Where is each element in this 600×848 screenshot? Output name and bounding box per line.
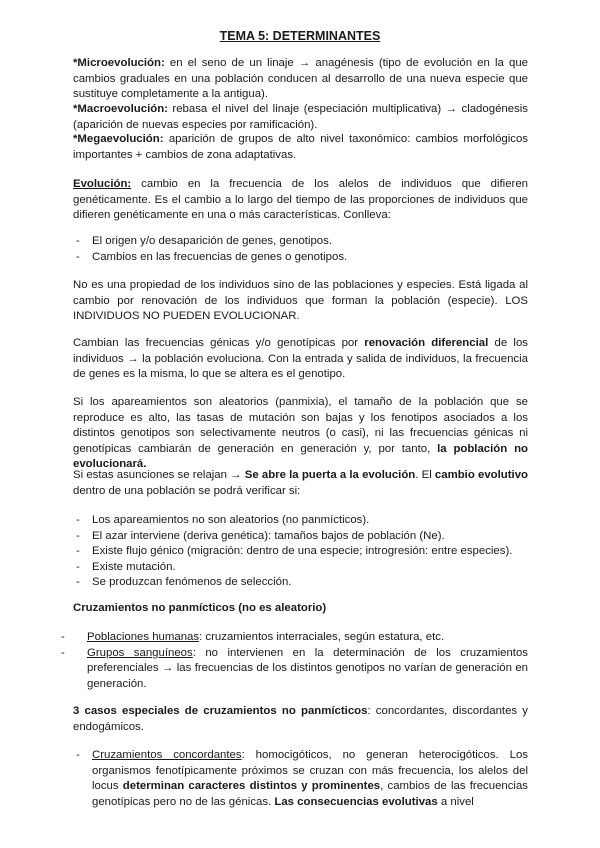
list-item: - Cambios en las frecuencias de genes o genotipos.: [73, 250, 528, 266]
list-item: [73, 748, 528, 810]
megaevolucion-term: *Megaevolución:: [73, 133, 164, 145]
poblaciones-humanas-text: : cruzamientos interraciales, según estatura, etc.: [199, 631, 445, 643]
casos-text: : concordantes, discordantes y endogámicos.: [73, 705, 528, 733]
propiedad-paragraph: No es una propiedad de los individuos sino de las poblaciones y especies. Está ligada al cambio por renovación de los individuos que forman la población (especie). LOS INDIVIDUOS NO PUEDEN EVOLUCIONAR.: [73, 279, 528, 323]
list-item: - Existe flujo génico (migración: dentro de una especie; introgresión: entre especies).: [73, 544, 528, 560]
relajan-text-a: Si estas asunciones se relajan →: [73, 469, 245, 481]
conlleva-list: [73, 234, 528, 265]
list-item: [67, 646, 528, 693]
panmixia-text: Si los apareamientos son aleatorios (panmixia), el tamaño de la población que se reproduce es alto, las tasas de mutación son bajas y los fenotipos asociados a los distintos genotipos son selectivamente neutros (o casi), ni las frecuencias génicas ni genotípicas cambiarán de generación en generación y, por tanto,: [73, 396, 528, 455]
macroevolucion-text: rebasa el nivel del linaje (especiación multiplicativa) → cladogénesis (aparición de nuevas especies por ramificación).: [73, 103, 528, 131]
concordantes-text-a: : homocigóticos, no generan heterocigóticos. Los organismos fenotípicamente próximos se cruzan con más frecuencia, los alelos del locus: [92, 749, 528, 793]
cruzamientos-list: [67, 630, 528, 692]
casos-bold: 3 casos especiales de cruzamientos no panmícticos: [73, 705, 368, 717]
renovacion-diferencial-bold: renovación diferencial: [364, 337, 489, 349]
megaevolucion-paragraph: [73, 132, 528, 163]
relajan-text-c: . El: [415, 469, 435, 481]
relajan-list: [73, 513, 528, 591]
macroevolucion-paragraph: [73, 102, 528, 133]
evolucion-paragraph: [73, 177, 528, 224]
list-item: - El origen y/o desaparición de genes, genotipos.: [73, 234, 528, 250]
cambio-evolutivo-bold: cambio evolutivo: [434, 469, 528, 481]
grupos-sanguineos-term: Grupos sanguíneos: [87, 646, 193, 659]
relajan-text-e: dentro de una población se podrá verificar si:: [73, 484, 301, 497]
macroevolucion-term: *Macroevolución:: [73, 103, 168, 115]
microevolucion-paragraph: [73, 56, 528, 103]
grupos-sanguineos-text: : no intervienen en la determinación de los cruzamientos preferenciales → las frecuencias de los distintos genotipos no varían de generación en generación.: [87, 646, 528, 690]
puerta-evolucion-bold: Se abre la puerta a la evolución: [244, 469, 416, 481]
relajan-paragraph: [73, 468, 528, 499]
concordantes-term: Cruzamientos concordantes: [92, 749, 242, 761]
cambian-paragraph: [73, 336, 528, 383]
concordantes-list: [73, 748, 528, 810]
evolucion-text: cambio en la frecuencia de los alelos de individuos que difieren genéticamente. Es el cambio a lo largo del tiempo de las proporciones de individuos que difieren genéticamente en una o más características. Conlleva:: [73, 178, 528, 222]
evolucion-term: Evolución:: [73, 178, 132, 190]
no-evolucionara-bold: la población no evolucionará.: [73, 442, 528, 471]
list-item: [67, 630, 528, 646]
list-item: - Existe mutación.: [73, 560, 528, 576]
panmixia-paragraph: [73, 395, 528, 473]
megaevolucion-text: aparición de grupos de alto nivel taxonómico: cambios morfológicos importantes + cambios de zona adaptativas.: [73, 133, 528, 161]
concordantes-bold-b: determinan caracteres distintos y prominentes: [122, 780, 381, 793]
list-item: - El azar interviene (deriva genética): tamaños bajos de población (Ne).: [73, 529, 528, 545]
cruzamientos-heading: Cruzamientos no panmícticos (no es aleatorio): [73, 602, 327, 614]
page-title: TEMA 5: DETERMINANTES: [219, 29, 381, 43]
list-item: - Los apareamientos no son aleatorios (no panmícticos).: [73, 513, 528, 529]
concordantes-text-e: a nivel: [437, 795, 474, 808]
casos-paragraph: [73, 704, 528, 735]
concordantes-text-c: , cambios de las frecuencias genotípicas pero no de las génicas.: [92, 780, 528, 808]
cambian-text-a: Cambian las frecuencias génicas y/o genotípicas por: [73, 337, 365, 349]
poblaciones-humanas-term: Poblaciones humanas: [87, 631, 200, 643]
list-item: - Se produzcan fenómenos de selección.: [73, 575, 528, 591]
cambian-text-c: de los individuos → la población evoluciona. Con la entrada y salida de individuos, la frecuencia de genes es la misma, lo que se altera es el genotipo.: [73, 337, 528, 381]
microevolucion-text: en el seno de un linaje → anagénesis (tipo de evolución en la que cambios graduales en una población conducen al desarrollo de una nueva especie que sustituye completamente a la antigua).: [73, 57, 528, 101]
consecuencias-evolutivas-bold: Las consecuencias evolutivas: [274, 795, 438, 808]
microevolucion-term: *Microevolución:: [73, 57, 165, 69]
